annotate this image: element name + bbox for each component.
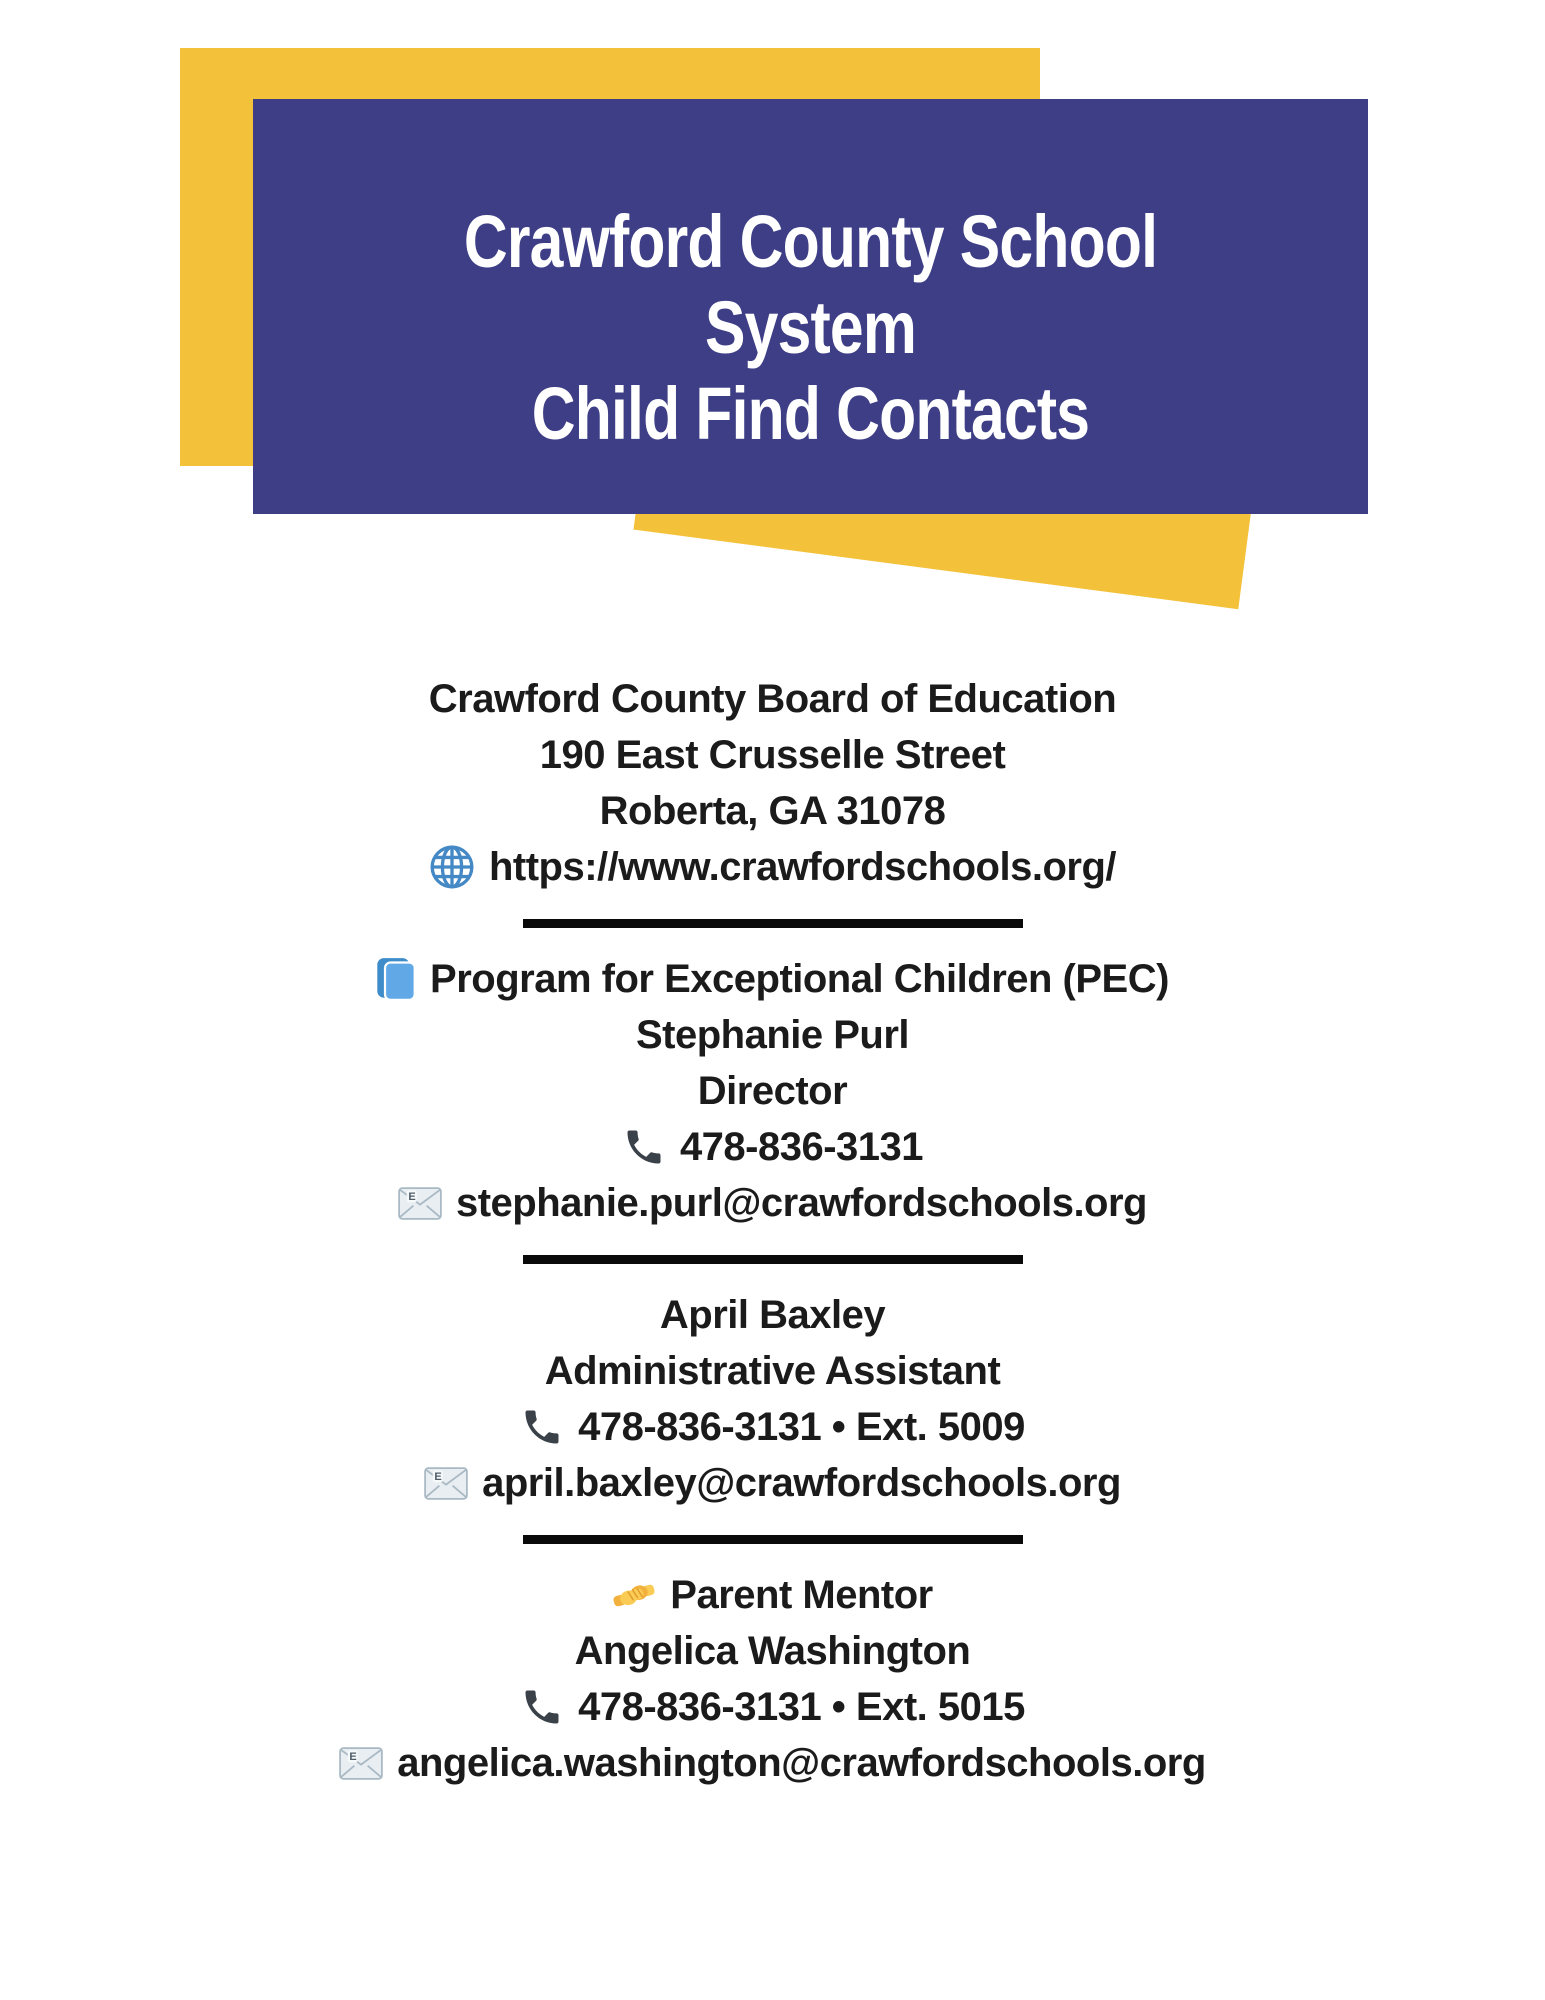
- page-title-line1: Crawford County School System: [463, 200, 1158, 369]
- section-divider-2: [0, 1231, 1545, 1287]
- org-name: Crawford County Board of Education: [428, 676, 1117, 721]
- svg-text:E: E: [349, 1750, 357, 1763]
- pec-contact-title: Director: [697, 1068, 848, 1113]
- pec-heading-line: [0, 951, 1545, 1007]
- mentor-heading: Parent Mentor: [670, 1572, 933, 1617]
- org-address-city: Roberta, GA 31078: [599, 788, 946, 833]
- globe-icon: [429, 844, 475, 890]
- mentor-phone: 478-836-3131 • Ext. 5015: [578, 1684, 1025, 1729]
- page-title: [353, 199, 1267, 457]
- mentor-phone-line: [0, 1679, 1545, 1735]
- section-divider-3: [0, 1511, 1545, 1567]
- blue-book-icon: [376, 957, 416, 1001]
- org-address-street: 190 East Crusselle Street: [539, 732, 1006, 777]
- phone-receiver-icon: [622, 1125, 666, 1169]
- assistant-contact-title: Administrative Assistant: [544, 1348, 1001, 1393]
- contact-list: [0, 671, 1545, 1791]
- mentor-email-line: [0, 1735, 1545, 1791]
- svg-text:E: E: [408, 1190, 416, 1203]
- assistant-email-line: [0, 1455, 1545, 1511]
- pec-phone-line: [0, 1119, 1545, 1175]
- mentor-heading-line: [0, 1567, 1545, 1623]
- org-website-link[interactable]: https://www.crawfordschools.org/: [488, 844, 1116, 889]
- title-panel: [253, 99, 1368, 514]
- phone-receiver-icon: [520, 1405, 564, 1449]
- email-envelope-icon: [339, 1747, 383, 1780]
- section-divider-1: [0, 895, 1545, 951]
- email-envelope-icon: [424, 1467, 468, 1500]
- org-website-line: [0, 839, 1545, 895]
- assistant-contact-name: April Baxley: [659, 1292, 886, 1337]
- pec-phone: 478-836-3131: [679, 1124, 924, 1169]
- handshake-icon: [612, 1580, 656, 1611]
- page-title-line2: Child Find Contacts: [531, 372, 1090, 455]
- pec-heading: Program for Exceptional Children (PEC): [430, 956, 1169, 1001]
- assistant-phone-line: [0, 1399, 1545, 1455]
- svg-text:E: E: [434, 1470, 442, 1483]
- email-envelope-icon: [398, 1187, 442, 1220]
- assistant-email[interactable]: april.baxley@crawfordschools.org: [482, 1460, 1121, 1505]
- pec-email-line: [0, 1175, 1545, 1231]
- phone-receiver-icon: [520, 1685, 564, 1729]
- pec-contact-name: Stephanie Purl: [635, 1012, 910, 1057]
- mentor-contact-name: Angelica Washington: [574, 1628, 971, 1673]
- mentor-email[interactable]: angelica.washington@crawfordschools.org: [397, 1740, 1206, 1785]
- pec-email[interactable]: stephanie.purl@crawfordschools.org: [455, 1180, 1147, 1225]
- assistant-phone: 478-836-3131 • Ext. 5009: [578, 1404, 1025, 1449]
